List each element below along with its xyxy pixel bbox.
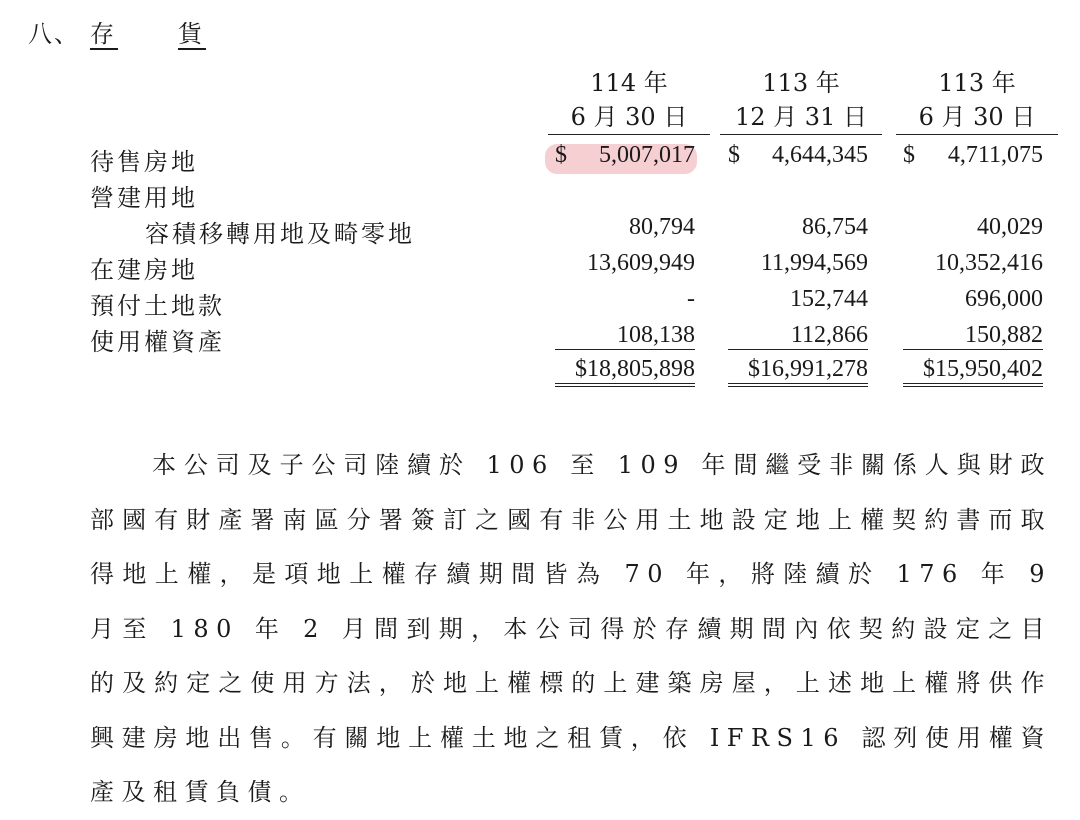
column-header-2 (720, 66, 882, 135)
column-year: 114 年 (590, 69, 668, 97)
row-label: 容積移轉用地及畸零地 (145, 220, 415, 248)
table-cell: - (687, 286, 695, 312)
section-heading (28, 14, 206, 49)
paragraph-text: 本公司及子公司陸續於 106 至 109 年間繼受非關係人與財政部國有財產署南區分署簽訂之國有非公用土地設定地上權契約書而取得地上權，是項地上權存續期間皆為 70 年，將陸續於 176 年 9 月至 180 年 2 月間到期，本公司得於存續期間內依契約設定之目的及約定之使用方法，於地上權標的上建築房屋，上述地上權將供作興建房地出售。有關地上權土地之租賃，依 IFRS16 認列使用權資產及租賃負債。 (90, 451, 1052, 806)
table-cell: 86,754 (802, 214, 868, 240)
column-header-1 (548, 66, 710, 135)
column-year: 113 年 (938, 69, 1016, 97)
row-label: 使用權資產 (90, 328, 225, 356)
column-header-3 (896, 66, 1058, 135)
row-label: 在建房地 (90, 256, 198, 284)
column-date: 12 月 31 日 (720, 100, 882, 135)
column-year: 113 年 (762, 69, 840, 97)
explanatory-paragraph (90, 438, 1052, 820)
row-label: 待售房地 (90, 148, 198, 176)
table-cell: 11,994,569 (760, 250, 868, 276)
table-cell: 696,000 (965, 286, 1043, 312)
table-cell: 112,866 (728, 322, 868, 350)
total-cell: $15,950,402 (903, 356, 1043, 387)
table-cell: $ 4,644,345 (728, 142, 868, 168)
table-cell: 150,882 (903, 322, 1043, 350)
table-cell: 40,029 (977, 214, 1043, 240)
table-cell: 13,609,949 (587, 250, 695, 276)
column-date: 6 月 30 日 (896, 100, 1058, 135)
row-label: 營建用地 (90, 184, 198, 212)
table-cell: 80,794 (629, 214, 695, 240)
table-cell: 152,744 (790, 286, 868, 312)
total-cell: $16,991,278 (728, 356, 868, 387)
section-number: 八、 (28, 20, 80, 48)
section-title: 存 貨 (90, 20, 206, 48)
table-cell: 10,352,416 (935, 250, 1043, 276)
column-date: 6 月 30 日 (548, 100, 710, 135)
table-cell: $ 5,007,017 (555, 142, 695, 168)
table-cell: 108,138 (555, 322, 695, 350)
table-cell: $ 4,711,075 (903, 142, 1043, 168)
row-label: 預付土地款 (90, 292, 225, 320)
total-cell: $18,805,898 (555, 356, 695, 387)
